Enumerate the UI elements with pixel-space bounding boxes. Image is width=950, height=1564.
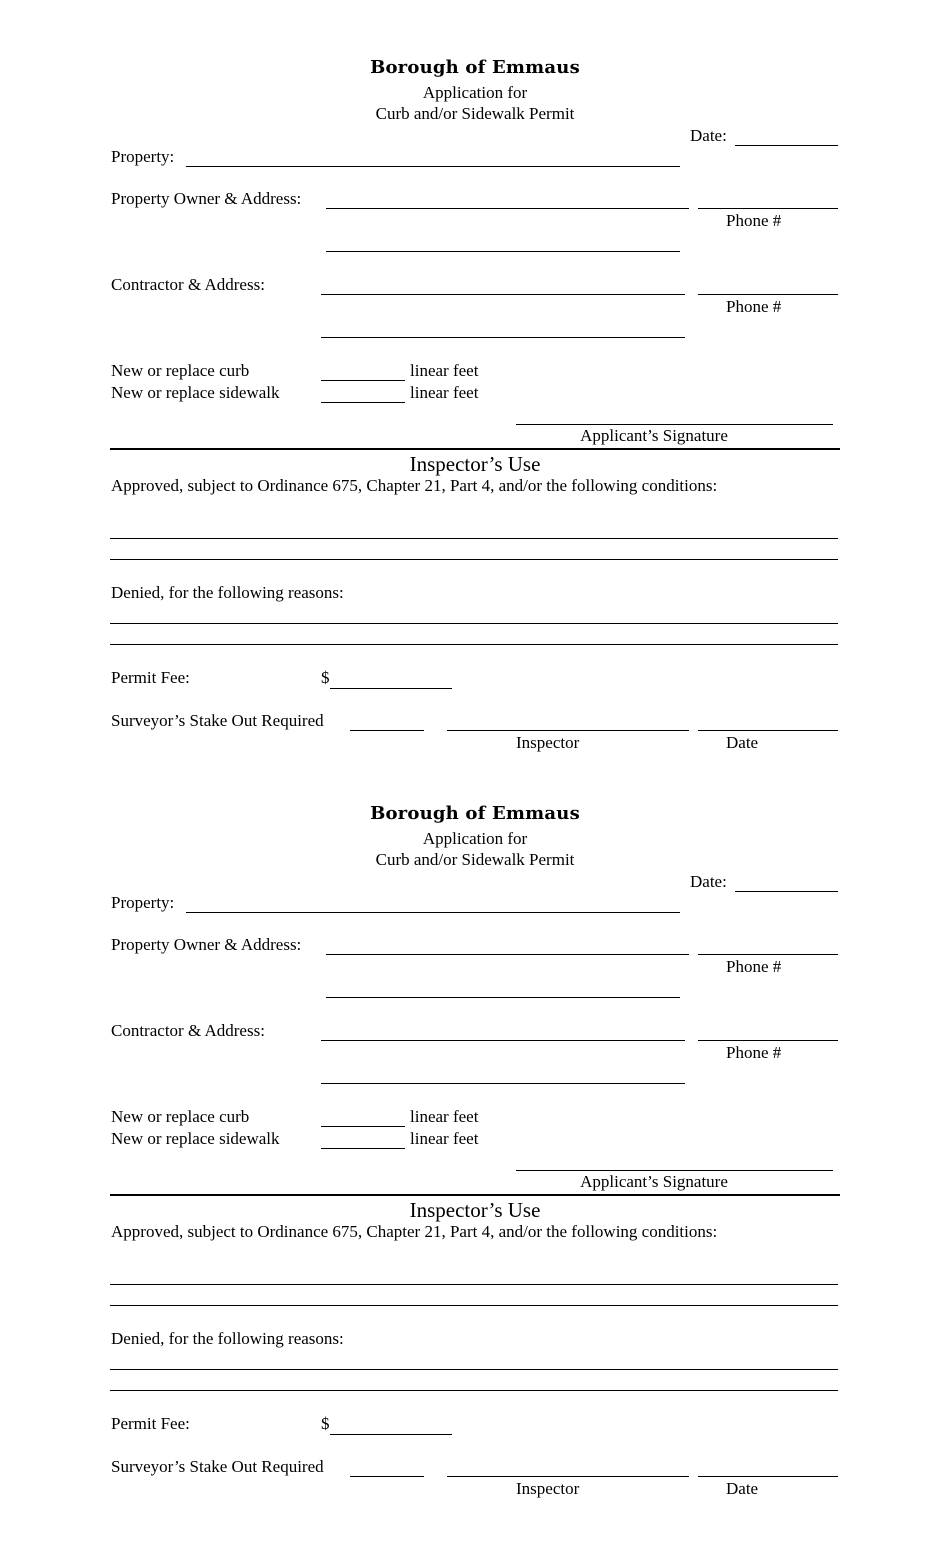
inspector-use-title: Inspector’s Use <box>409 1198 541 1222</box>
reasons-line-1[interactable] <box>110 1369 838 1370</box>
application-for-text: Application for <box>422 829 528 848</box>
currency-symbol: $ <box>321 668 330 687</box>
sidewalk-label: New or replace sidewalk <box>111 383 280 402</box>
stake-out-label: Surveyor’s Stake Out Required <box>111 711 324 730</box>
curb-unit-label: linear feet <box>410 1107 479 1126</box>
stake-out-field[interactable] <box>350 1476 424 1477</box>
borough-title: Borough of Emmaus <box>370 57 580 78</box>
contractor-label: Contractor & Address: <box>111 275 265 294</box>
conditions-line-1[interactable] <box>110 538 838 539</box>
date-field[interactable] <box>735 891 838 892</box>
permit-type-text: Curb and/or Sidewalk Permit <box>375 850 575 869</box>
inspector-label: Inspector <box>516 1479 580 1498</box>
owner-address-field[interactable] <box>326 208 689 209</box>
property-field[interactable] <box>186 912 680 913</box>
inspector-signature-field[interactable] <box>447 730 689 731</box>
section-divider <box>110 1194 840 1196</box>
denied-text: Denied, for the following reasons: <box>111 1329 344 1348</box>
stake-out-field[interactable] <box>350 730 424 731</box>
curb-label: New or replace curb <box>111 361 250 380</box>
permit-form-1 <box>0 0 950 752</box>
curb-unit-label: linear feet <box>410 361 479 380</box>
application-for-text: Application for <box>422 83 528 102</box>
approved-text: Approved, subject to Ordinance 675, Chapter 21, Part 4, and/or the following conditions: <box>111 1222 718 1241</box>
inspector-use-title: Inspector’s Use <box>409 452 541 476</box>
contractor-address-field[interactable] <box>321 1040 685 1041</box>
property-label: Property: <box>111 147 175 166</box>
curb-feet-field[interactable] <box>321 1126 405 1127</box>
contractor-phone-field[interactable] <box>698 294 838 295</box>
denied-text: Denied, for the following reasons: <box>111 583 344 602</box>
contractor-phone-field[interactable] <box>698 1040 838 1041</box>
contractor-address-field[interactable] <box>321 294 685 295</box>
conditions-line-2[interactable] <box>110 1305 838 1306</box>
sidewalk-label: New or replace sidewalk <box>111 1129 280 1148</box>
date-label: Date: <box>690 872 727 891</box>
sidewalk-unit-label: linear feet <box>410 1129 479 1148</box>
signature-label: Applicant’s Signature <box>580 426 728 445</box>
permit-form-2 <box>0 746 950 1498</box>
owner-label: Property Owner & Address: <box>111 189 302 208</box>
date-label: Date: <box>690 126 727 145</box>
curb-label: New or replace curb <box>111 1107 250 1126</box>
signature-field[interactable] <box>516 1170 833 1171</box>
owner-phone-field[interactable] <box>698 208 838 209</box>
contractor-phone-label: Phone # <box>726 297 782 316</box>
signature-field[interactable] <box>516 424 833 425</box>
owner-address-line-2[interactable] <box>326 251 680 252</box>
permit-fee-field[interactable] <box>330 1434 452 1435</box>
contractor-address-line-2[interactable] <box>321 1083 685 1084</box>
property-field[interactable] <box>186 166 680 167</box>
sidewalk-feet-field[interactable] <box>321 1148 405 1149</box>
permit-fee-label: Permit Fee: <box>111 1414 190 1433</box>
inspector-date-field[interactable] <box>698 730 838 731</box>
inspector-signature-field[interactable] <box>447 1476 689 1477</box>
property-label: Property: <box>111 893 175 912</box>
contractor-phone-label: Phone # <box>726 1043 782 1062</box>
permit-type-text: Curb and/or Sidewalk Permit <box>375 104 575 123</box>
permit-fee-field[interactable] <box>330 688 452 689</box>
permit-fee-label: Permit Fee: <box>111 668 190 687</box>
borough-title: Borough of Emmaus <box>370 803 580 824</box>
inspector-label: Inspector <box>516 733 580 752</box>
owner-address-line-2[interactable] <box>326 997 680 998</box>
currency-symbol: $ <box>321 1414 330 1433</box>
inspector-date-field[interactable] <box>698 1476 838 1477</box>
approved-text: Approved, subject to Ordinance 675, Chapter 21, Part 4, and/or the following conditions: <box>111 476 718 495</box>
owner-phone-field[interactable] <box>698 954 838 955</box>
owner-label: Property Owner & Address: <box>111 935 302 954</box>
signature-label: Applicant’s Signature <box>580 1172 728 1191</box>
owner-phone-label: Phone # <box>726 957 782 976</box>
reasons-line-2[interactable] <box>110 1390 838 1391</box>
contractor-label: Contractor & Address: <box>111 1021 265 1040</box>
reasons-line-1[interactable] <box>110 623 838 624</box>
section-divider <box>110 448 840 450</box>
inspector-date-label: Date <box>726 1479 759 1498</box>
owner-address-field[interactable] <box>326 954 689 955</box>
curb-feet-field[interactable] <box>321 380 405 381</box>
sidewalk-unit-label: linear feet <box>410 383 479 402</box>
sidewalk-feet-field[interactable] <box>321 402 405 403</box>
conditions-line-1[interactable] <box>110 1284 838 1285</box>
inspector-date-label: Date <box>726 733 759 752</box>
owner-phone-label: Phone # <box>726 211 782 230</box>
conditions-line-2[interactable] <box>110 559 838 560</box>
date-field[interactable] <box>735 145 838 146</box>
reasons-line-2[interactable] <box>110 644 838 645</box>
contractor-address-line-2[interactable] <box>321 337 685 338</box>
stake-out-label: Surveyor’s Stake Out Required <box>111 1457 324 1476</box>
